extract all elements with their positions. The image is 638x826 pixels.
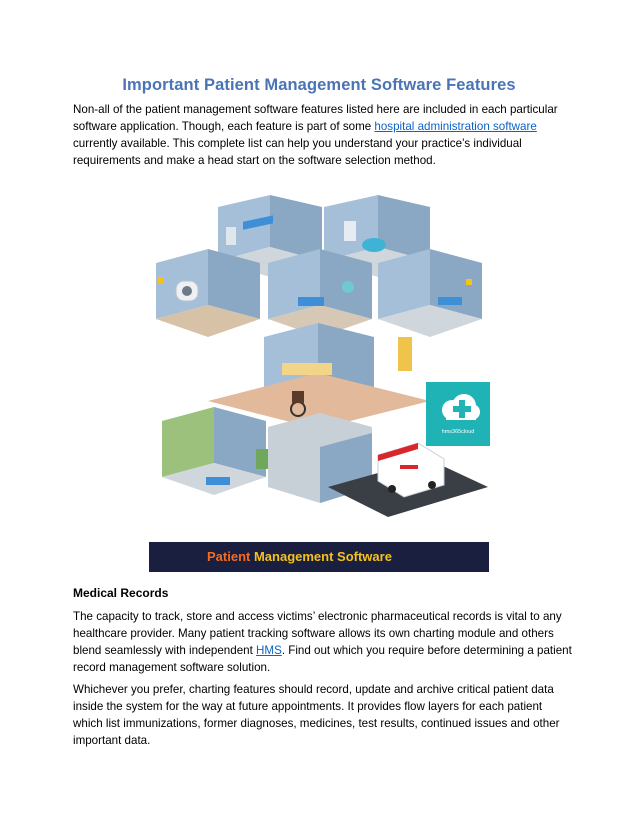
room-xray bbox=[378, 249, 482, 337]
room-mri bbox=[156, 249, 260, 337]
para-2-text-2: . Find out which you require before determining a patient record management software solution. bbox=[73, 643, 572, 674]
section-heading: Medical Records bbox=[73, 586, 169, 600]
hospital-administration-software-link[interactable]: hospital administration software bbox=[374, 119, 537, 133]
para-2-text-1: The capacity to track, store and access victims’ electronic pharmaceutical records is vital to any healthcare provider. Many patient tracking software allows its own charting module and others blend seamlessly with independent bbox=[73, 610, 562, 657]
charting-paragraph: Whichever you prefer, charting features should record, update and archive critical patient data inside the system for the way at future appointments. It provides flow layers for each patient which list immunizations, former diagnoses, medicines, test results, continued issues and other important data. bbox=[73, 683, 560, 747]
banner-caption bbox=[207, 549, 392, 564]
intro-text-1: Non-all of the patient management software features listed here are included in each particular software application. Though, each feature is part of some bbox=[73, 103, 558, 133]
room-reception bbox=[208, 323, 430, 429]
medical-records-paragraph bbox=[73, 609, 573, 677]
banner-word-patient: Patient bbox=[207, 549, 251, 564]
ambulance-plate: OSZ bbox=[386, 445, 399, 451]
banner-word-management-software: Management Software bbox=[253, 549, 392, 564]
hms-link[interactable]: HMS bbox=[256, 643, 282, 657]
intro-paragraph bbox=[73, 102, 573, 170]
brand-name: hms365cloud bbox=[441, 429, 475, 435]
document-title: Important Patient Management Software Features bbox=[122, 76, 516, 94]
figure-banner bbox=[149, 542, 489, 572]
hospital-illustration bbox=[148, 187, 490, 573]
room-recovery bbox=[162, 407, 282, 495]
intro-text-2: currently available. This complete list can help you understand your practice’s individual requirements and make a head start on the software selection method. bbox=[73, 136, 522, 167]
cloud-plus-icon bbox=[426, 382, 490, 428]
brand-tile bbox=[426, 382, 490, 446]
hospital-isometric-illustration bbox=[148, 187, 490, 573]
